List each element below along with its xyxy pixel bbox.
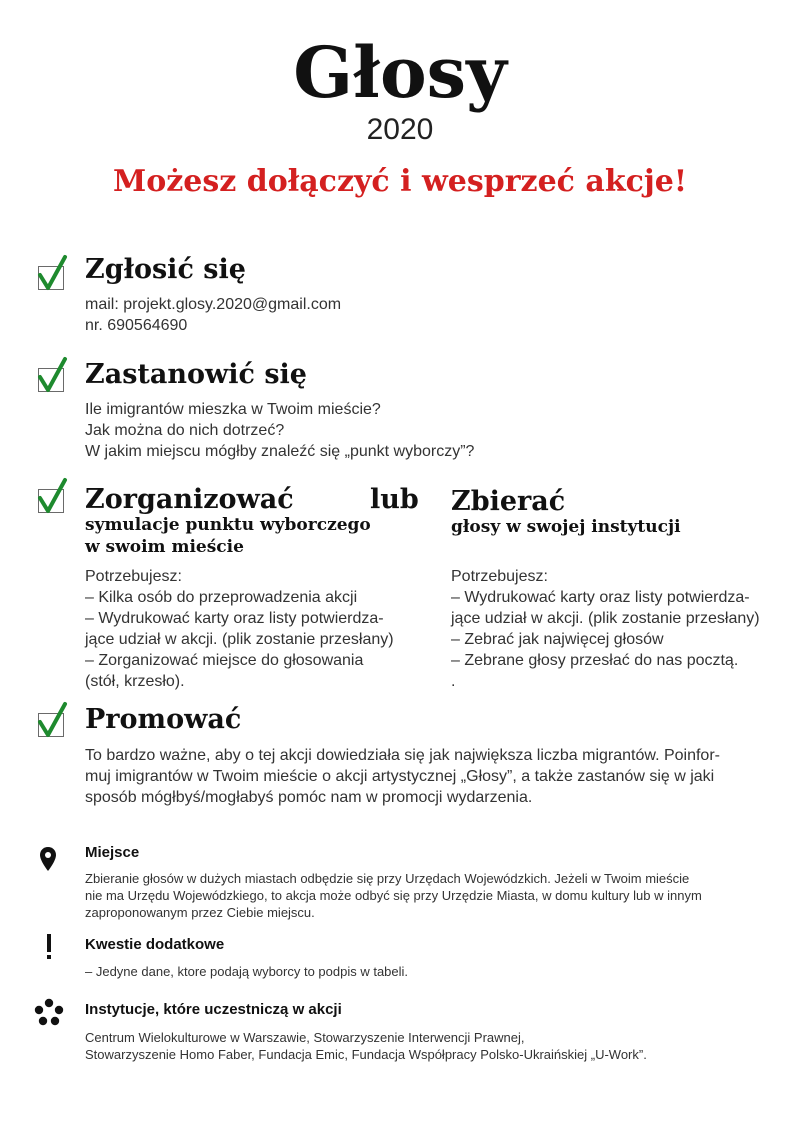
collect-subheading: [451, 516, 681, 538]
section-heading-register: Zgłosić się: [85, 254, 246, 285]
collect-needs: [451, 566, 760, 692]
promote-text: [85, 745, 720, 808]
page-title: Głosy: [293, 31, 507, 114]
checkmark-icon: [38, 266, 64, 290]
think-question: W jakim miejscu mógłby znaleźć się „punkt wyborczy”?: [85, 443, 475, 460]
institutions-text: [85, 1029, 647, 1063]
institutions-line: Centrum Wielokulturowe w Warszawie, Stowarzyszenie Interwencji Prawnej,: [85, 1030, 525, 1045]
register-contact: [85, 294, 341, 336]
section-heading-think: Zastanowić się: [85, 359, 307, 390]
place-line: Zbieranie głosów w dużych miastach odbędzie się przy Urzędach Wojewódzkich. Jeżeli w Twoim mieście: [85, 871, 690, 886]
register-email: mail: projekt.glosy.2020@gmail.com: [85, 296, 342, 313]
extra-line: – Jedyne dane, ktore podają wyborcy to podpis w tabeli.: [85, 964, 409, 979]
organize-need: – Zorganizować miejsce do głosowania: [85, 652, 364, 669]
think-question: Jak można do nich dotrzeć?: [85, 422, 285, 439]
year-label: 2020: [366, 113, 434, 146]
collect-need: – Wydrukować karty oraz listy potwierdza-: [451, 589, 750, 606]
extra-text: [85, 963, 408, 980]
institutions-heading: Instytucje, które uczestniczą w akcji: [85, 1001, 342, 1018]
section-heading-collect: Zbierać: [451, 486, 566, 517]
organize-need: Potrzebujesz:: [85, 568, 182, 585]
place-heading: Miejsce: [85, 844, 140, 861]
organize-subheading: [85, 514, 371, 558]
place-line: zaproponowanym przez Ciebie miejscu.: [85, 905, 315, 920]
organize-subheading-line: w swoim mieście: [85, 537, 244, 557]
exclamation-icon: [45, 934, 53, 965]
map-pin-icon: [39, 846, 57, 877]
institutions-line: Stowarzyszenie Homo Faber, Fundacja Emic, Fundacja Współpracy Polsko-Ukraińskiej „U-Work”.: [85, 1047, 647, 1062]
or-label: lub: [370, 484, 419, 515]
register-phone: nr. 690564690: [85, 317, 188, 334]
place-line: nie ma Urzędu Wojewódzkiego, to akcja może odbyć się przy Urzędzie Miasta, w domu kultury lub w innym: [85, 888, 702, 903]
promote-line: muj imigrantów w Twoim mieście o akcji artystycznej „Głosy”, a także zastanów się w jaki: [85, 768, 715, 785]
checkmark-icon: [38, 489, 64, 513]
checkmark-icon: [38, 713, 64, 737]
organize-subheading-line: symulacje punktu wyborczego: [85, 515, 371, 535]
collect-need: .: [451, 673, 456, 690]
organize-need: jące udział w akcji. (plik zostanie przesłany): [85, 631, 394, 648]
section-heading-promote: Promować: [85, 704, 242, 735]
organize-needs: [85, 566, 394, 692]
collect-need: Potrzebujesz:: [451, 568, 548, 585]
collect-need: – Zebrane głosy przesłać do nas pocztą.: [451, 652, 739, 669]
section-heading-organize: Zorganizować: [85, 484, 294, 515]
promote-line: To bardzo ważne, aby o tej akcji dowiedziała się jak największa liczba migrantów. Poinfor-: [85, 747, 720, 764]
organize-need: (stół, krzesło).: [85, 673, 185, 690]
checkmark-icon: [38, 368, 64, 392]
organize-need: – Wydrukować karty oraz listy potwierdza-: [85, 610, 384, 627]
extra-heading: Kwestie dodatkowe: [85, 936, 225, 953]
collect-subheading-line: głosy w swojej instytucji: [451, 517, 681, 537]
think-questions: [85, 399, 474, 462]
think-question: Ile imigrantów mieszka w Twoim mieście?: [85, 401, 381, 418]
headline: Możesz dołączyć i wesprzeć akcje!: [113, 164, 687, 199]
organize-need: – Kilka osób do przeprowadzenia akcji: [85, 589, 358, 606]
cluster-dots-icon: [34, 998, 64, 1031]
collect-need: – Zebrać jak najwięcej głosów: [451, 631, 664, 648]
collect-need: jące udział w akcji. (plik zostanie przesłany): [451, 610, 760, 627]
promote-line: sposób mógłbyś/mogłabyś pomóc nam w promocji wydarzenia.: [85, 789, 533, 806]
place-text: [85, 870, 702, 921]
